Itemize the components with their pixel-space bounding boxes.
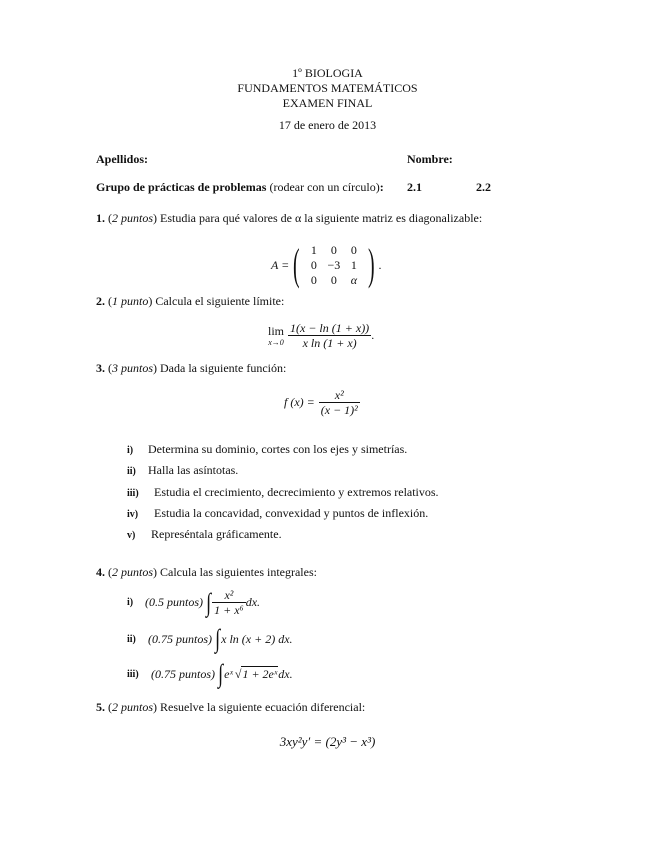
q4-item-2 — [127, 626, 293, 652]
grupo-option-2-1[interactable]: 2.1 — [407, 180, 422, 194]
q4-text: Calcula las siguientes integrales: — [160, 565, 317, 579]
grupo-line — [96, 180, 384, 195]
integral-icon: ∫ — [206, 587, 212, 617]
q4-number: 4. — [96, 565, 105, 579]
q3-lhs: f (x) = — [284, 395, 315, 409]
q1-statement: 1. (2 puntos) Estudia para qué valores de α la siguiente matriz es diagonalizable: — [96, 211, 483, 225]
q1-text: Estudia para qué valores de α la siguiente matriz es diagonalizable: — [160, 211, 483, 225]
nombre-label: Nombre: — [407, 152, 453, 166]
q3-item — [127, 527, 282, 542]
q2-numerator: 1(x − ln (1 + x)) — [290, 321, 370, 335]
matrix-cell: 0 — [330, 273, 337, 287]
grupo-colon: : — [379, 180, 384, 194]
integrand-denominator: 1 + x⁶ — [214, 603, 244, 617]
header-line1: 1º BIOLOGIA — [292, 66, 363, 80]
item-label: ii) — [127, 633, 136, 645]
item-label: i) — [127, 445, 134, 456]
q1-number: 1. — [96, 211, 105, 225]
sqrt-icon: √ — [234, 666, 242, 681]
matrix-cell: 0 — [350, 243, 357, 257]
grupo-note: (rodear con un círculo) — [269, 180, 380, 194]
q3-item — [127, 463, 238, 478]
right-paren-icon: ) — [367, 240, 375, 289]
q2-denominator: x ln (1 + x) — [302, 336, 357, 350]
q3-item — [127, 506, 428, 521]
integrand-radicand: 1 + 2eˣ — [242, 667, 278, 681]
q5-points: 2 puntos — [112, 700, 154, 714]
grupo-label: Grupo de prácticas de problemas — [96, 180, 267, 194]
q2-number: 2. — [96, 294, 105, 308]
q2-statement: 2. (1 punto) Calcula el siguiente límite: — [96, 294, 285, 308]
q2-points: 1 punto — [112, 294, 149, 308]
matrix-cell: α — [350, 273, 358, 287]
q3-statement: 3. (3 puntos) Dada la siguiente función: — [96, 361, 287, 375]
item-text: Determina su dominio, cortes con los ejes y simetrías. — [148, 442, 408, 456]
item-text: Halla las asíntotas. — [148, 463, 239, 477]
q3-item — [127, 485, 439, 500]
q4-item-3 — [127, 661, 293, 687]
item-points: (0.75 puntos) — [148, 631, 212, 646]
q3-item — [127, 442, 407, 457]
q4-points: 2 puntos — [112, 565, 154, 579]
integrand-expression: x ln (x + 2) dx. — [221, 631, 293, 646]
integral-icon: ∫ — [218, 659, 224, 688]
header-line3: EXAMEN FINAL — [282, 96, 373, 110]
q1-matrix-equation — [271, 240, 382, 290]
integrand-numerator: x² — [212, 588, 246, 603]
q1-matrix-lhs: A = — [271, 257, 290, 272]
item-label: iii) — [127, 488, 139, 499]
q3-number: 3. — [96, 361, 105, 375]
q5-text: Resuelve la siguiente ecuación diferencial: — [160, 700, 366, 714]
q3-denominator: (x − 1)² — [320, 403, 358, 417]
matrix-cell: 0 — [310, 273, 317, 287]
apellidos-label: Apellidos: — [96, 152, 149, 166]
item-points: (0.75 puntos) — [151, 666, 215, 681]
integrand-tail: dx. — [278, 666, 293, 681]
integrand-exp: eˣ — [224, 666, 233, 681]
q5-equation: 3xy²y′ = (2y³ − x³) — [279, 734, 376, 749]
q2-limit — [268, 321, 374, 350]
item-label: iv) — [127, 509, 139, 520]
item-points: (0.5 puntos) — [145, 595, 203, 609]
integral-icon: ∫ — [215, 624, 221, 653]
item-label: iii) — [127, 668, 139, 680]
matrix-cell: −3 — [327, 258, 341, 272]
q4-statement: 4. (2 puntos) Calcula las siguientes integrales: — [96, 565, 317, 579]
grupo-option-2-2[interactable]: 2.2 — [476, 180, 491, 194]
matrix-cell: 0 — [310, 258, 317, 272]
matrix-cell: 1 — [350, 258, 357, 272]
left-paren-icon: ( — [293, 240, 300, 289]
q1-matrix — [304, 243, 364, 287]
exam-date: 17 de enero de 2013 — [278, 118, 377, 132]
q5-statement: 5. (2 puntos) Resuelve la siguiente ecuación diferencial: — [96, 700, 366, 714]
item-label: ii) — [127, 466, 136, 477]
item-label: v) — [127, 530, 136, 541]
item-text: Estudia la concavidad, convexidad y puntos de inflexión. — [154, 506, 429, 520]
q1-points: 2 puntos — [112, 211, 154, 225]
q3-numerator: x² — [319, 388, 360, 403]
header-line2: FUNDAMENTOS MATEMÁTICOS — [237, 81, 418, 95]
matrix-cell: 0 — [330, 243, 337, 257]
item-text: Estudia el crecimiento, decrecimiento y extremos relativos. — [154, 485, 439, 499]
matrix-cell: 1 — [310, 243, 317, 257]
lim-operator: lim — [268, 324, 285, 338]
q2-period: . — [371, 328, 375, 342]
item-text: Represéntala gráficamente. — [151, 527, 282, 541]
q3-text: Dada la siguiente función: — [160, 361, 287, 375]
q3-points: 3 puntos — [112, 361, 154, 375]
item-label: i) — [127, 597, 134, 608]
integrand-tail: dx. — [245, 595, 261, 609]
q2-text: Calcula el siguiente límite: — [155, 294, 285, 308]
q3-function — [284, 388, 360, 417]
q1-period: . — [378, 257, 382, 272]
q4-item-1 — [127, 588, 260, 617]
q5-number: 5. — [96, 700, 105, 714]
lim-subscript: x→0 — [268, 338, 284, 347]
